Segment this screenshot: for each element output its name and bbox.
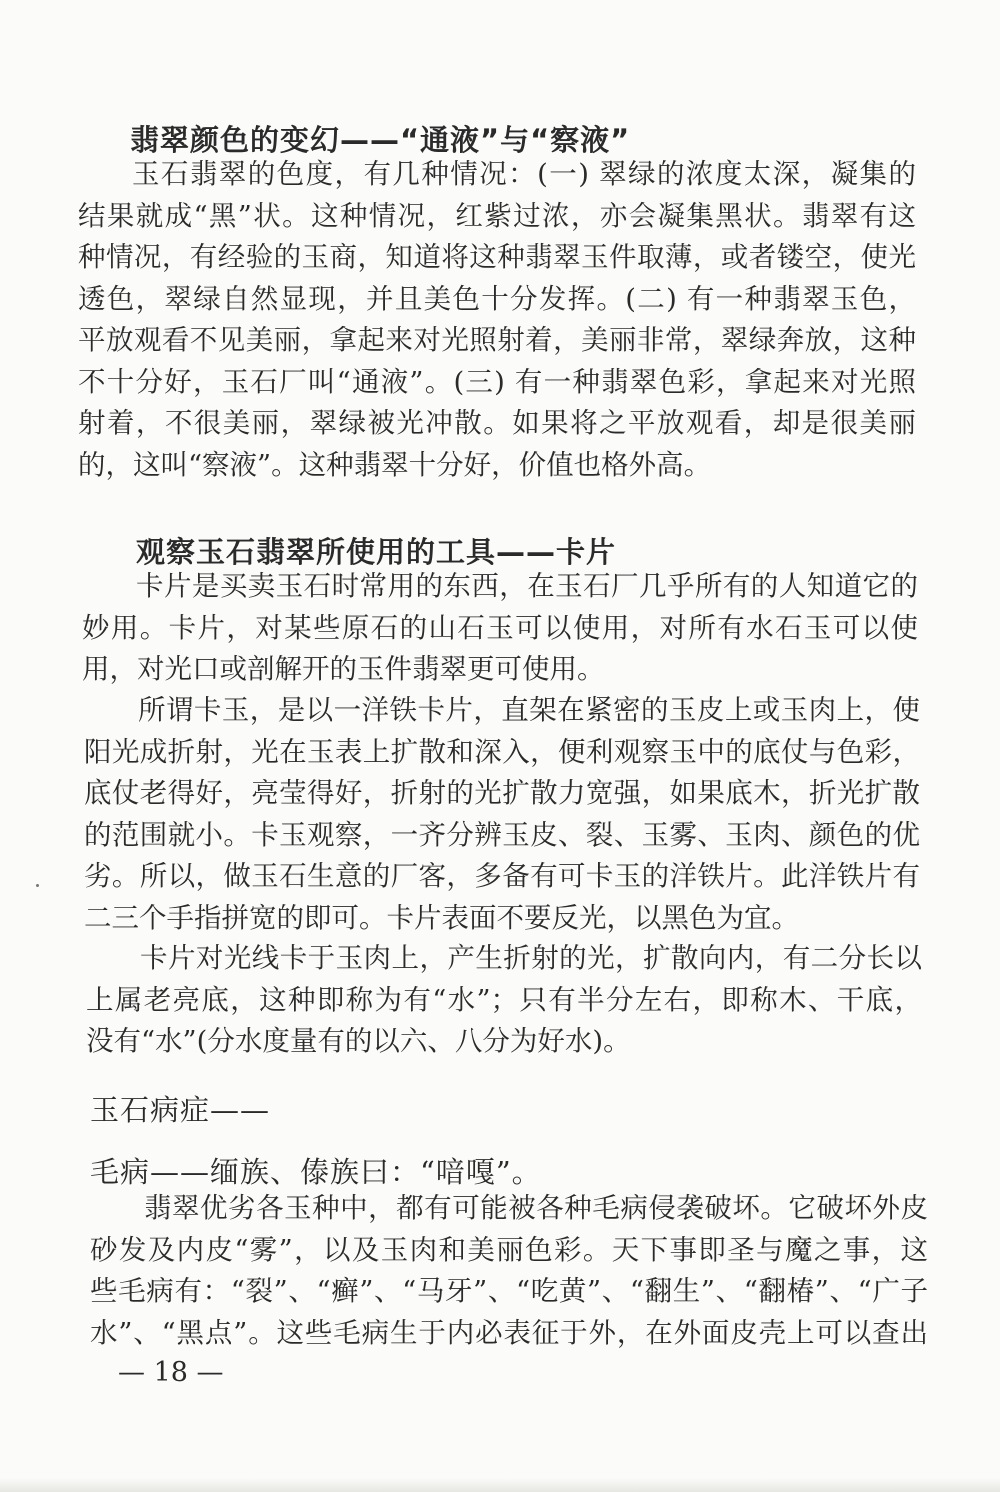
text-line: 玉石翡翠的色度，有几种情况：(一) 翠绿的浓度太深，凝集的	[132, 158, 916, 190]
section-subtitle-defects: 毛病——缅族、傣族曰：“喑嘎”。	[90, 1155, 542, 1189]
text-line: 劣。所以，做玉石生意的厂客，多备有可卡玉的洋铁片。此洋铁片有	[84, 860, 920, 892]
text-line: 卡片对光线卡于玉肉上，产生折射的光，扩散向内，有二分长以	[140, 942, 922, 974]
text-line: 阳光成折射，光在玉表上扩散和深入，便利观察玉中的底仗与色彩，	[84, 735, 920, 768]
text-line: 不十分好，玉石厂叫“通液”。(三) 有一种翡翠色彩，拿起来对光照	[78, 365, 916, 398]
paragraph-defects	[90, 1188, 928, 1354]
page-number: — 18 —	[118, 1357, 224, 1388]
text-line: 妙用。卡片，对某些原石的山石玉可以使用，对所有水石玉可以使	[82, 611, 918, 644]
text-line: 没有“水”(分水度量有的以六、八分为好水)。	[86, 1025, 631, 1057]
text-line: 透色，翠绿自然显现，并且美色十分发挥。(二) 有一种翡翠玉色，	[78, 282, 916, 315]
text-line: 结果就成“黑”状。这种情况，红紫过浓，亦会凝集黑状。翡翠有这	[78, 199, 916, 232]
text-line: 些毛病有：“裂”、“癣”、“马牙”、“吃黄”、“翻生”、“翻椿”、“广子	[90, 1275, 928, 1307]
text-line: 翡翠优劣各玉种中，都有可能被各种毛病侵袭破坏。它破坏外皮	[144, 1192, 928, 1224]
paragraph-card-water	[86, 938, 922, 1063]
section-title-jade-defects: 玉石病症——	[90, 1093, 271, 1127]
scan-speck	[36, 884, 39, 887]
paragraph-card-intro	[82, 566, 918, 691]
paragraph-card-method	[84, 690, 920, 939]
text-line: 水”、“黑点”。这些毛病生于内必表征于外，在外面皮壳上可以查出	[90, 1316, 928, 1349]
text-line: 砂发及内皮“雾”，以及玉肉和美丽色彩。天下事即圣与魔之事，这	[90, 1233, 928, 1266]
text-line: 平放观看不见美丽，拿起来对光照射着，美丽非常，翠绿奔放，这种	[78, 324, 916, 356]
scan-bottom-edge	[0, 1478, 1000, 1492]
text-line: 种情况，有经验的玉商，知道将这种翡翠玉件取薄，或者镂空，使光	[78, 241, 916, 273]
text-line: 底仗老得好，亮莹得好，折射的光扩散力宽强，如果底木，折光扩散	[84, 777, 920, 809]
text-line: 射着，不很美丽，翠绿被光冲散。如果将之平放观看，却是很美丽	[78, 407, 916, 439]
section-title-card-tool: 观察玉石翡翠所使用的工具——卡片	[136, 535, 617, 569]
text-line: 的范围就小。卡玉观察，一齐分辨玉皮、裂、玉雾、玉肉、颜色的优	[84, 818, 920, 851]
text-line: 的，这叫“察液”。这种翡翠十分好，价值也格外高。	[78, 448, 712, 481]
text-line: 二三个手指拼宽的即可。卡片表面不要反光，以黑色为宜。	[84, 901, 799, 934]
paragraph-color-change	[78, 154, 916, 486]
text-line: 所谓卡玉，是以一洋铁卡片，直架在紧密的玉皮上或玉肉上，使	[138, 694, 920, 726]
text-line: 卡片是买卖玉石时常用的东西，在玉石厂几乎所有的人知道它的	[136, 570, 918, 602]
text-line: 用，对光口或剖解开的玉件翡翠更可使用。	[82, 653, 605, 685]
section-title-color-change: 翡翠颜色的变幻——“通液”与“察液”	[130, 123, 631, 157]
text-line: 上属老亮底，这种即称为有“水”；只有半分左右，即称木、干底，	[86, 983, 922, 1016]
